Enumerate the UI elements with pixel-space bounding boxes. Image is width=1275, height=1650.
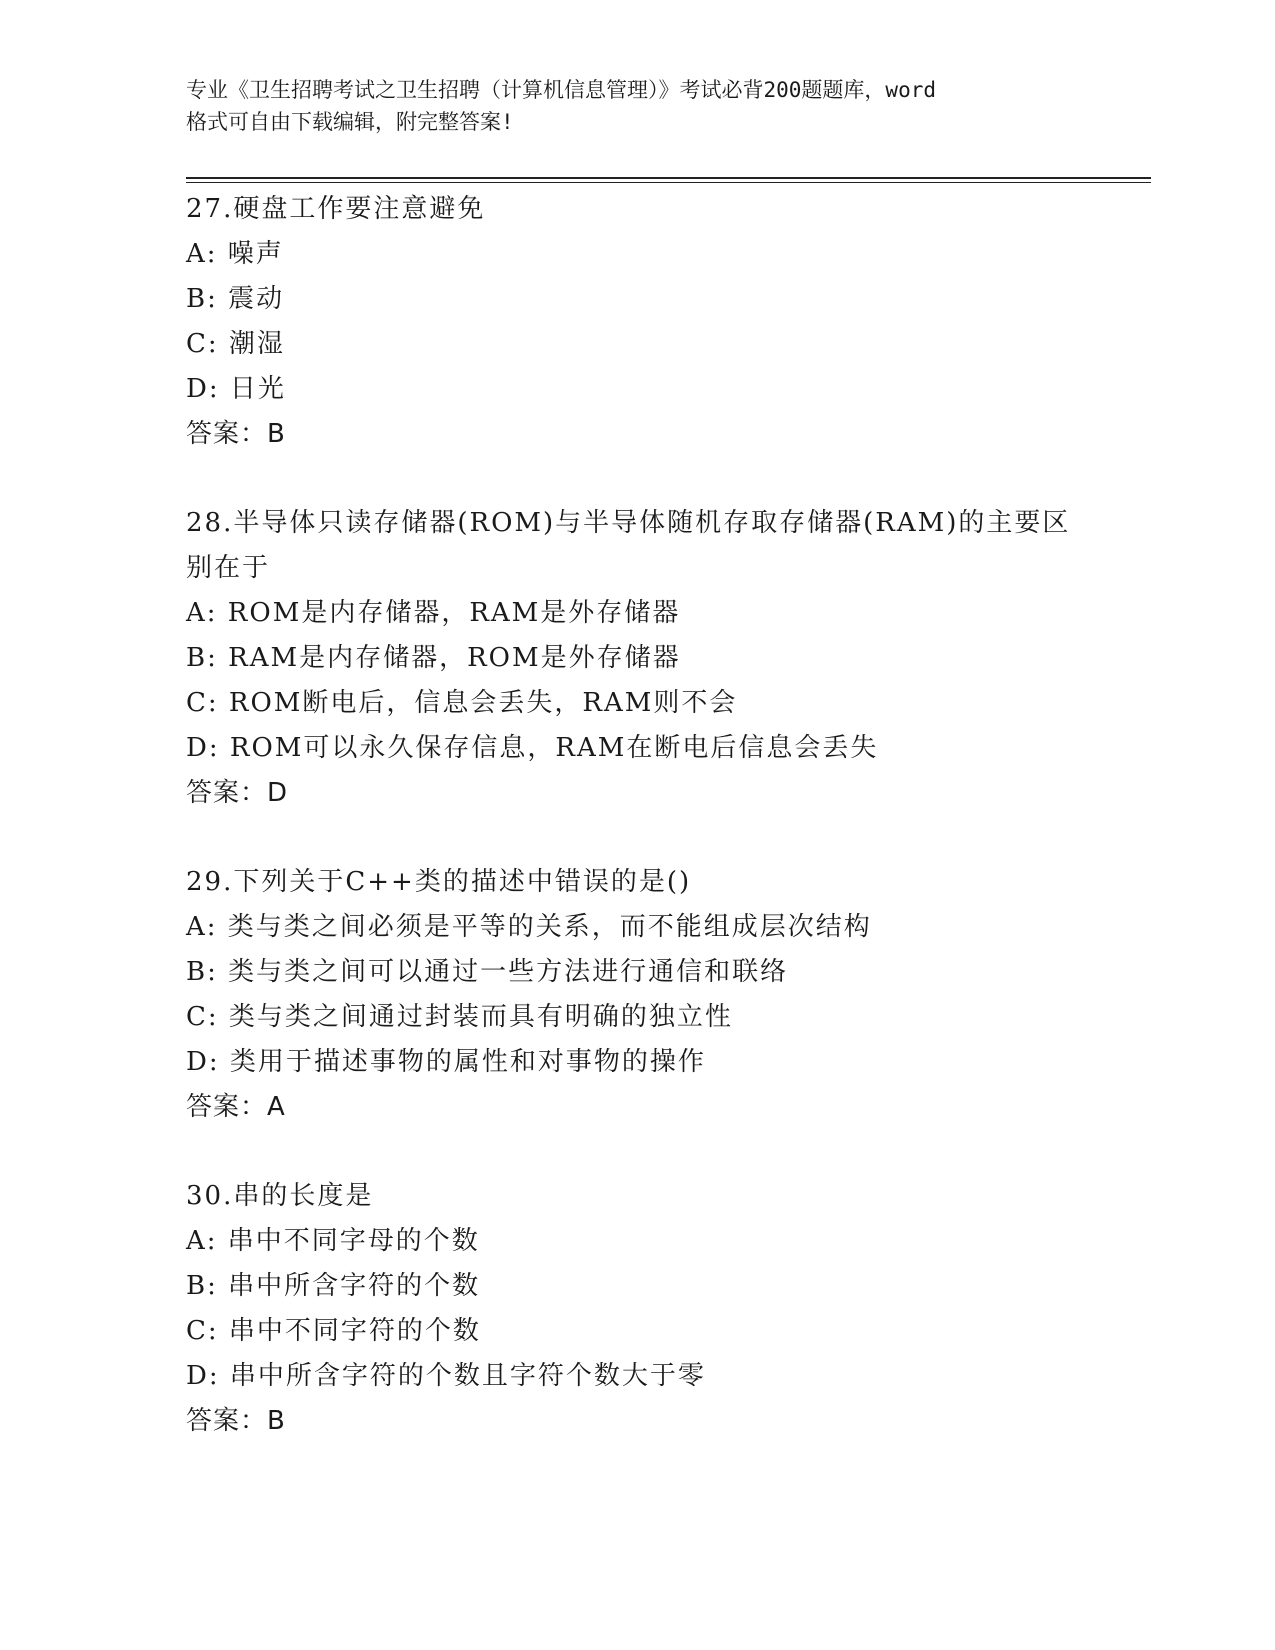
answer: 答案：B [186, 419, 286, 449]
question-stem: 28.半导体只读存储器(ROM)与半导体随机存取存储器(RAM)的主要区别在于 [186, 508, 1071, 583]
option-c: C: 类与类之间通过封装而具有明确的独立性 [186, 1002, 733, 1032]
option-a: A: 串中不同字母的个数 [186, 1226, 480, 1256]
answer: 答案：D [186, 778, 289, 808]
option-a: A: ROM是内存储器，RAM是外存储器 [186, 598, 681, 628]
intro-line-1: 专业《卫生招聘考试之卫生招聘（计算机信息管理）》考试必背200题题库，word [186, 78, 936, 102]
option-c: C: ROM断电后，信息会丢失，RAM则不会 [186, 688, 738, 718]
question-list [186, 187, 1086, 1488]
option-d: D: ROM可以永久保存信息，RAM在断电后信息会丢失 [186, 733, 879, 763]
option-b: B: 震动 [186, 284, 285, 314]
option-c: C: 潮湿 [186, 329, 285, 359]
intro-line-2: 格式可自由下载编辑，附完整答案! [186, 110, 514, 134]
header-divider-thick [186, 177, 1151, 179]
document-intro [186, 74, 1086, 138]
header-divider-thin [186, 182, 1151, 183]
option-d: D: 类用于描述事物的属性和对事物的操作 [186, 1047, 706, 1077]
question-28 [186, 501, 1086, 816]
answer: 答案：B [186, 1406, 286, 1436]
option-b: B: RAM是内存储器，ROM是外存储器 [186, 643, 681, 673]
option-b: B: 类与类之间可以通过一些方法进行通信和联络 [186, 957, 789, 987]
question-stem: 27.硬盘工作要注意避免 [186, 194, 486, 224]
option-d: D: 日光 [186, 374, 286, 404]
option-b: B: 串中所含字符的个数 [186, 1271, 481, 1301]
option-a: A: 类与类之间必须是平等的关系，而不能组成层次结构 [186, 912, 872, 942]
question-29 [186, 860, 1086, 1130]
option-d: D: 串中所含字符的个数且字符个数大于零 [186, 1361, 706, 1391]
question-27 [186, 187, 1086, 457]
answer: 答案：A [186, 1092, 286, 1122]
option-c: C: 串中不同字符的个数 [186, 1316, 481, 1346]
question-stem: 30.串的长度是 [186, 1181, 374, 1211]
option-a: A: 噪声 [186, 239, 284, 269]
question-stem: 29.下列关于C++类的描述中错误的是() [186, 867, 692, 897]
question-30 [186, 1174, 1086, 1444]
